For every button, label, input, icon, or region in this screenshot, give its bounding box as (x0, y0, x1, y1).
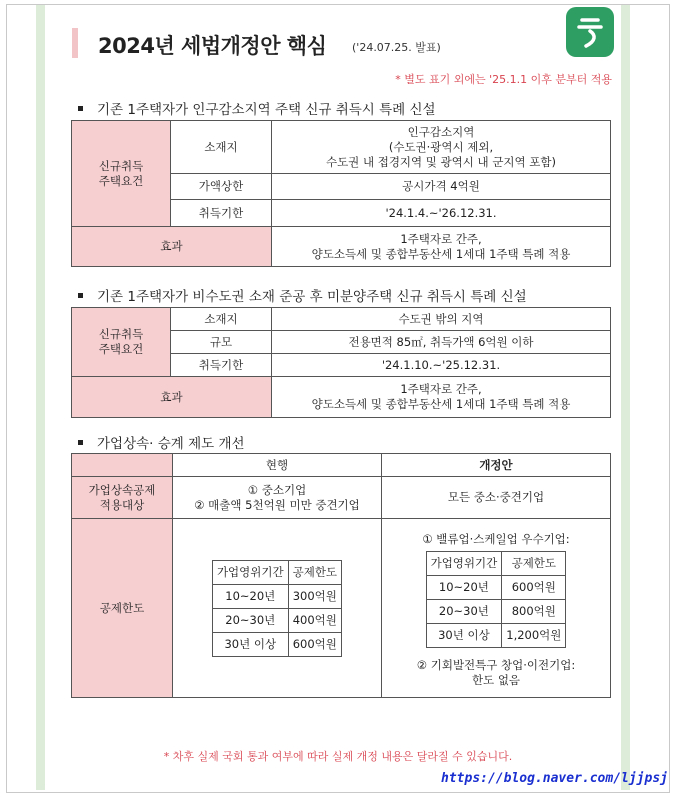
logo-symbol-icon (573, 13, 607, 51)
proposed-heading: ① 밸류업·스케일업 우수기업: (422, 532, 570, 546)
section2-table (71, 307, 611, 418)
left-green-band (36, 5, 45, 790)
blog-watermark-url: https://blog.naver.com/ljjpsj (441, 771, 668, 786)
inner-cell: 10~20년 (426, 576, 502, 600)
section1-row-value: 인구감소지역 (수도권·광역시 제외, 수도권 내 접경지역 및 광역시 내 군지역 포함) (272, 121, 611, 174)
section2-row-value: 전용면적 85㎡, 취득가액 6억원 이하 (272, 331, 611, 354)
section2-row-value: '24.1.10.~'25.12.31. (272, 354, 611, 377)
section3-target-label: 가업상속공제 적용대상 (72, 477, 173, 519)
section1-row-value: '24.1.4.~'26.12.31. (272, 200, 611, 227)
announcement-date: ('24.07.25. 발표) (352, 41, 441, 54)
right-green-band (621, 5, 630, 790)
square-bullet-icon (78, 106, 83, 111)
section2-effect-label: 효과 (72, 377, 272, 418)
proposed-note: ② 기회발전특구 창업·이전기업: 한도 없음 (416, 658, 576, 687)
section2-row-label: 취득기한 (171, 354, 272, 377)
section2-group-label: 신규취득 주택요건 (72, 308, 171, 377)
section1-table (71, 120, 611, 267)
section2-row-label: 소재지 (171, 308, 272, 331)
top-footnote: * 별도 표기 외에는 '25.1.1 이후 분부터 적용 (395, 73, 612, 86)
section1-row-label: 취득기한 (171, 200, 272, 227)
section2-title: 기존 1주택자가 비수도권 소재 준공 후 미분양주택 신규 취득시 특례 신설 (97, 289, 527, 305)
section1-group-label: 신규취득 주택요건 (72, 121, 171, 227)
inner-cell: 400억원 (288, 608, 341, 632)
inner-cell: 10~20년 (212, 584, 288, 608)
section1-row-value: 공시가격 4억원 (272, 174, 611, 200)
proposed-limit-table (426, 551, 567, 648)
inner-cell: 600억원 (288, 632, 341, 656)
bottom-footnote: * 차후 실제 국회 통과 여부에 따라 실제 개정 내용은 달라질 수 있습니다. (163, 750, 513, 763)
section2-effect-value: 1주택자로 간주, 양도소득세 및 종합부동산세 1세대 1주택 특례 적용 (272, 377, 611, 418)
section1-effect-label: 효과 (72, 227, 272, 267)
square-bullet-icon (78, 440, 83, 445)
section3-limit-current (173, 519, 382, 698)
section3-header-current: 현행 (173, 454, 382, 477)
title-accent-bar (72, 28, 78, 58)
section2-row-value: 수도권 밖의 지역 (272, 308, 611, 331)
section3-limit-label: 공제한도 (72, 519, 173, 698)
section2-row-label: 규모 (171, 331, 272, 354)
inner-header-cell: 가업영위기간 (212, 560, 288, 584)
inner-cell: 600억원 (502, 576, 566, 600)
section1-effect-value: 1주택자로 간주, 양도소득세 및 종합부동산세 1세대 1주택 특례 적용 (272, 227, 611, 267)
inner-header-cell: 공제한도 (288, 560, 341, 584)
square-bullet-icon (78, 293, 83, 298)
inner-cell: 1,200억원 (502, 624, 566, 648)
inner-cell: 20~30년 (426, 600, 502, 624)
section1-heading (78, 98, 436, 118)
section3-header-proposed: 개정안 (382, 454, 611, 477)
page-title: 2024년 세법개정안 핵심 (98, 34, 327, 58)
inner-cell: 20~30년 (212, 608, 288, 632)
section1-title: 기존 1주택자가 인구감소지역 주택 신규 취득시 특례 신설 (97, 102, 436, 118)
inner-cell: 30년 이상 (212, 632, 288, 656)
section1-row-label: 가액상한 (171, 174, 272, 200)
current-limit-table (212, 560, 342, 657)
section3-table (71, 453, 611, 698)
section3-heading (78, 432, 245, 452)
section3-target-proposed: 모든 중소·중견기업 (382, 477, 611, 519)
inner-cell: 300억원 (288, 584, 341, 608)
inner-cell: 800억원 (502, 600, 566, 624)
bank-logo (566, 7, 614, 57)
section3-corner-cell (72, 454, 173, 477)
section3-limit-proposed (382, 519, 611, 698)
inner-header-cell: 가업영위기간 (426, 552, 502, 576)
inner-header-cell: 공제한도 (502, 552, 566, 576)
section3-target-current: ① 중소기업 ② 매출액 5천억원 미만 중견기업 (173, 477, 382, 519)
section1-row-label: 소재지 (171, 121, 272, 174)
inner-cell: 30년 이상 (426, 624, 502, 648)
section3-title: 가업상속· 승계 제도 개선 (97, 436, 245, 452)
section2-heading (78, 285, 527, 305)
